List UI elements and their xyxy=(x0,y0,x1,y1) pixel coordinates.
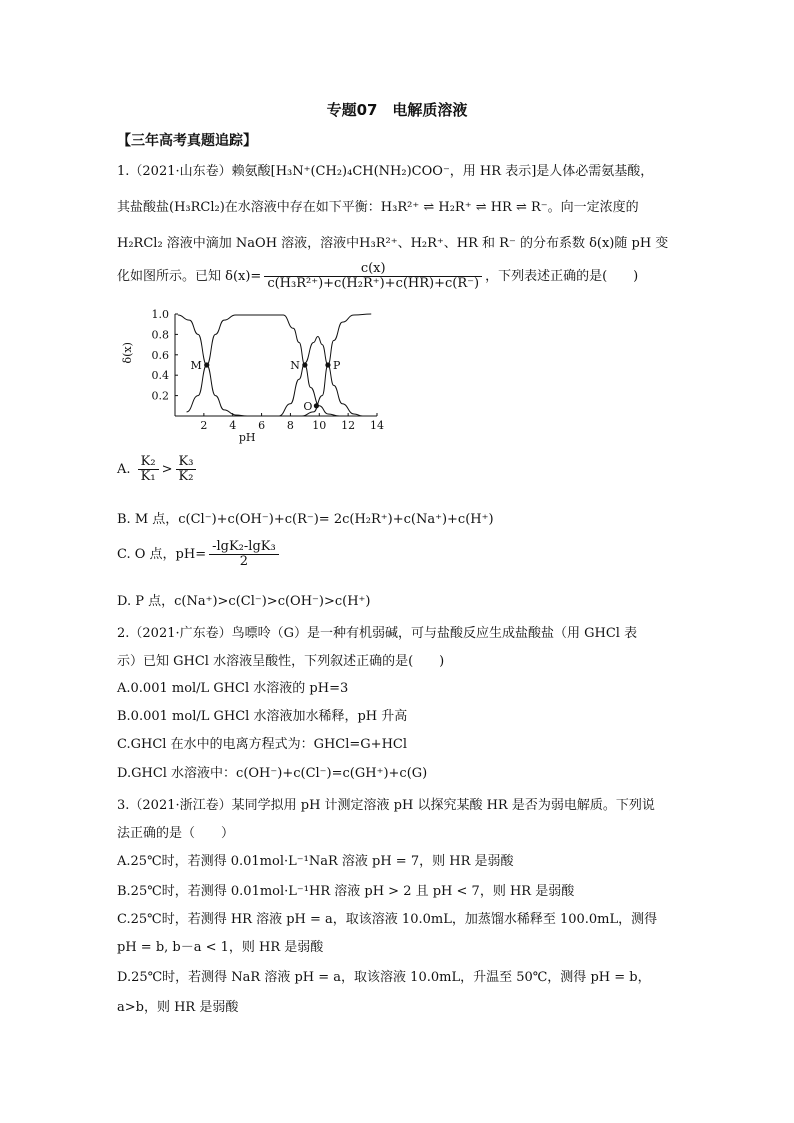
q1-option-c xyxy=(117,540,282,569)
x-tick-label: 12 xyxy=(341,419,356,432)
q3-option-d-line-1: D.25℃时，若测得 NaR 溶液 pH = a，取该溶液 10.0mL，升温至 50℃，测得 pH = b， xyxy=(117,970,651,985)
q3-stem-line-2: 法正确的是（ ） xyxy=(117,826,235,841)
point-p xyxy=(325,362,330,367)
q3-option-a: A.25℃时，若测得 0.01mol·L⁻¹NaR 溶液 pH = 7，则 HR 是弱酸 xyxy=(117,854,514,869)
x-tick-label: 8 xyxy=(286,419,294,432)
x-tick-label: 6 xyxy=(258,419,266,432)
ph-fraction-denominator: 2 xyxy=(239,554,249,569)
q2-option-d: D.GHCl 水溶液中：c(OH⁻)+c(Cl⁻)=c(GH⁺)+c(G) xyxy=(117,766,428,781)
chart-axes xyxy=(121,308,384,444)
ph-fraction xyxy=(209,540,279,569)
ratio-right-denominator: K₂ xyxy=(178,469,194,484)
q1-line4-suffix: ，下列表述正确的是( ) xyxy=(485,269,639,284)
ratio-left-numerator: K₂ xyxy=(138,455,159,470)
x-axis-label: pH xyxy=(238,431,256,444)
y-tick-label: 0.6 xyxy=(151,348,169,362)
curve-hr xyxy=(279,336,363,416)
delta-fraction-denominator: c(H₃R²⁺)+c(H₂R⁺)+c(HR)+c(R⁻) xyxy=(267,276,480,291)
q1-line4-prefix: 化如图所示。已知 δ(x)= xyxy=(117,269,262,284)
x-tick-label: 2 xyxy=(200,419,208,432)
q2-stem-line-2: 示）已知 GHCl 水溶液呈酸性，下列叙述正确的是( ) xyxy=(117,654,445,669)
section-heading: 【三年高考真题追踪】 xyxy=(117,133,257,149)
q1-stem-line-3: H₂RCl₂ 溶液中滴加 NaOH 溶液，溶液中H₃R²⁺、H₂R⁺、HR 和 R⁻ 的分布系数 δ(x)随 pH 变 xyxy=(117,236,669,251)
page-title: 专题07 电解质溶液 xyxy=(326,101,468,119)
q3-option-d-line-2: a>b，则 HR 是弱酸 xyxy=(117,1000,239,1015)
y-axis-label: δ(x) xyxy=(121,342,134,364)
ratio-left-denominator: K₁ xyxy=(140,469,156,484)
chart-points xyxy=(190,359,340,413)
ratio-right-numerator: K₃ xyxy=(176,455,197,470)
delta-fraction-numerator: c(x) xyxy=(264,262,482,277)
q1-stem-line-1: 1.（2021·山东卷）赖氨酸[H₃N⁺(CH₂)₄CH(NH₂)COO⁻，用 HR 表示]是人体必需氨基酸， xyxy=(117,164,654,179)
x-tick-label: 10 xyxy=(312,419,327,432)
curve-h3r2 xyxy=(178,315,247,416)
y-tick-label: 0.8 xyxy=(151,328,169,342)
q2-option-b: B.0.001 mol/L GHCl 水溶液加水稀释，pH 升高 xyxy=(117,709,408,724)
q2-stem-line-1: 2.（2021·广东卷）鸟嘌呤（G）是一种有机弱碱，可与盐酸反应生成盐酸盐（用 GHCl 表 xyxy=(117,626,638,641)
point-m xyxy=(204,362,209,367)
y-tick-label: 0.2 xyxy=(151,389,169,403)
curve-h2r xyxy=(187,315,340,416)
delta-fraction xyxy=(264,262,482,291)
q2-option-a: A.0.001 mol/L GHCl 水溶液的 pH=3 xyxy=(117,681,349,696)
ratio-left xyxy=(138,455,159,484)
point-label-n: N xyxy=(290,359,300,372)
q1-option-a xyxy=(117,455,199,484)
ratio-right xyxy=(176,455,197,484)
y-tick-label: 0.4 xyxy=(151,369,169,383)
y-tick-label: 1.0 xyxy=(151,308,169,321)
point-n xyxy=(302,362,307,367)
point-label-m: M xyxy=(190,359,202,372)
q2-option-c: C.GHCl 在水中的电离方程式为：GHCl=G+HCl xyxy=(117,737,408,752)
q1-option-d: D. P 点，c(Na⁺)>c(Cl⁻)>c(OH⁻)>c(H⁺) xyxy=(117,594,371,609)
point-label-p: P xyxy=(332,359,341,372)
q1-stem-line-4 xyxy=(117,262,638,291)
q1-option-b: B. M 点，c(Cl⁻)+c(OH⁻)+c(R⁻)= 2c(H₂R⁺)+c(Na⁺)+c(H⁺) xyxy=(117,512,494,527)
point-o xyxy=(314,403,319,408)
q3-stem-line-1: 3.（2021·浙江卷）某同学拟用 pH 计测定溶液 pH 以探究某酸 HR 是否为弱电解质。下列说 xyxy=(117,798,655,813)
x-tick-label: 4 xyxy=(229,419,237,432)
q1-option-c-prefix: C. O 点，pH= xyxy=(117,547,207,562)
q3-option-b: B.25℃时，若测得 0.01mol·L⁻¹HR 溶液 pH > 2 且 pH < 7，则 HR 是弱酸 xyxy=(117,884,575,899)
q3-option-c-line-1: C.25℃时，若测得 HR 溶液 pH = a，取该溶液 10.0mL，加蒸馏水稀释至 100.0mL，测得 xyxy=(117,912,658,927)
x-tick-label: 14 xyxy=(370,419,384,432)
q1-stem-line-2: 其盐酸盐(H₃RCl₂)在水溶液中存在如下平衡：H₃R²⁺ ⇌ H₂R⁺ ⇌ HR ⇌ R⁻。向一定浓度的 xyxy=(117,200,639,215)
distribution-chart xyxy=(117,306,397,446)
q1-option-a-label: A. xyxy=(117,462,131,477)
ratio-operator: > xyxy=(161,462,173,477)
ph-fraction-numerator: -lgK₂-lgK₃ xyxy=(209,540,279,555)
q3-option-c-line-2: pH = b, b－a < 1，则 HR 是弱酸 xyxy=(117,940,324,955)
point-label-o: O xyxy=(303,399,313,413)
